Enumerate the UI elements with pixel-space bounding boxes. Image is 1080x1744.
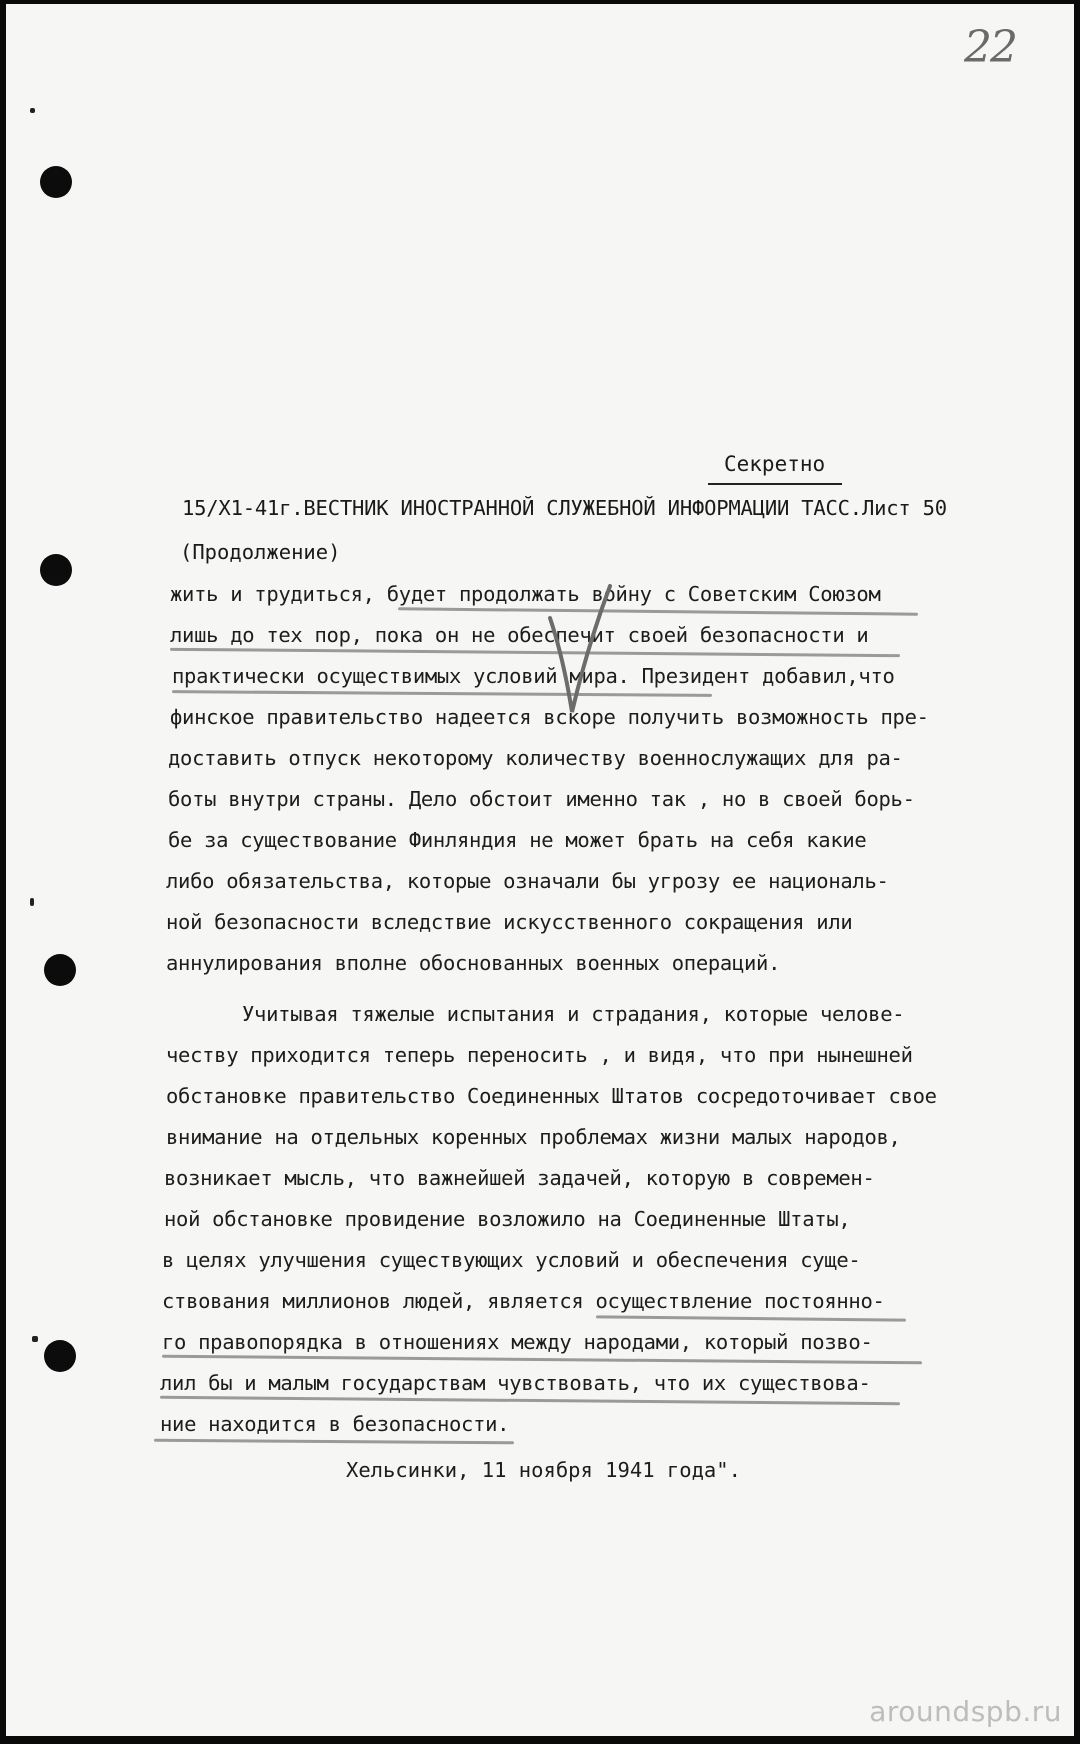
body-line: обстановке правительство Соединенных Штатов сосредоточивает свое xyxy=(166,1084,937,1108)
place-date-line: Хельсинки, 11 ноября 1941 года". xyxy=(346,1458,741,1482)
scan-speck xyxy=(30,898,34,906)
punch-hole xyxy=(44,1340,76,1372)
scan-speck xyxy=(30,108,35,113)
body-line: практически осуществимых условий мира. Президент добавил,что xyxy=(172,664,895,688)
site-watermark: aroundspb.ru xyxy=(869,1695,1062,1728)
document-page xyxy=(6,4,1074,1736)
classification-stamp: Секретно xyxy=(724,452,826,476)
pencil-underline xyxy=(160,1396,900,1405)
punch-hole xyxy=(44,954,76,986)
pencil-underline xyxy=(172,690,712,697)
pencil-underline xyxy=(154,1439,514,1445)
body-line: лил бы и малым государствам чувствовать, что их существова- xyxy=(160,1371,871,1395)
body-line: ной обстановке провидение возложило на Соединенные Штаты, xyxy=(164,1207,851,1231)
body-line: либо обязательства, которые означали бы угрозу ее националь- xyxy=(166,869,889,893)
punch-hole xyxy=(40,166,72,198)
body-line: внимание на отдельных коренных проблемах жизни малых народов, xyxy=(166,1125,901,1149)
body-line: боты внутри страны. Дело обстоит именно так , но в своей борь- xyxy=(168,787,915,811)
pencil-underline xyxy=(398,607,918,615)
body-line: возникает мысль, что важнейшей задачей, которую в современ- xyxy=(164,1166,875,1190)
body-line: го правопорядка в отношениях между народами, который позво- xyxy=(162,1330,873,1354)
body-line: финское правительство надеется вскоре получить возможность пре- xyxy=(170,705,929,729)
classification-underline xyxy=(708,483,842,485)
body-line: ние находится в безопасности. xyxy=(160,1412,510,1436)
body-line: лишь до тех пор, пока он не обеспечит своей безопасности и xyxy=(170,623,869,647)
scan-speck xyxy=(32,1336,38,1342)
body-line: ствования миллионов людей, является осуществление постоянно- xyxy=(162,1289,885,1313)
body-line: ной безопасности вследствие искусственного сокращения или xyxy=(166,910,853,934)
document-heading: 15/Х1-41г.ВЕСТНИК ИНОСТРАННОЙ СЛУЖЕБНОЙ ИНФОРМАЦИИ ТАСС.Лист 50 xyxy=(182,496,947,520)
continuation-label: (Продолжение) xyxy=(180,540,341,564)
pencil-checkmark-icon xyxy=(546,582,616,722)
body-line: жить и трудиться, будет продолжать войну с Советским Союзом xyxy=(170,582,881,606)
body-line: Учитывая тяжелые испытания и страдания, которые челове- xyxy=(242,1002,905,1026)
body-line: честву приходится теперь переносить , и видя, что при нынешней xyxy=(166,1043,913,1067)
body-line: аннулирования вполне обоснованных военных операций. xyxy=(166,951,781,975)
body-line: бе за существование Финляндия не может брать на себя какие xyxy=(168,828,867,852)
punch-hole xyxy=(40,554,72,586)
body-line: доставить отпуск некоторому количеству военнослужащих для ра- xyxy=(168,746,903,770)
body-line: в целях улучшения существующих условий и обеспечения суще- xyxy=(162,1248,861,1272)
handwritten-page-number: 22 xyxy=(964,22,1016,73)
pencil-underline xyxy=(162,1355,922,1365)
pencil-underline xyxy=(596,1315,906,1321)
pencil-underline xyxy=(170,648,900,657)
